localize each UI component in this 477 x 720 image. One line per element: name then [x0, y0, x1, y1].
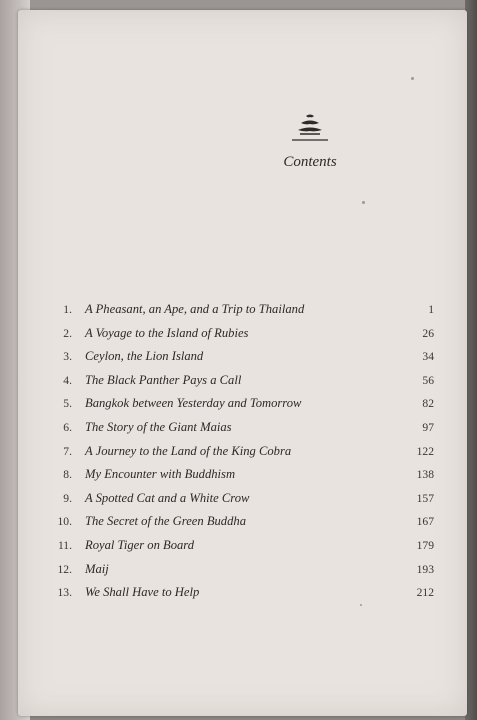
- chapter-number: 9.: [63, 491, 72, 505]
- toc-entry: [48, 392, 448, 416]
- chapter-page-number: 167: [416, 515, 434, 529]
- chapter-number: 12.: [57, 562, 72, 576]
- chapter-number: 5.: [63, 397, 72, 411]
- chapter-number: 6.: [63, 420, 72, 434]
- toc-entry: [48, 581, 448, 605]
- chapter-page-number: 157: [416, 491, 434, 505]
- chapter-title: A Spotted Cat and a White Crow: [85, 490, 250, 505]
- toc-entry: [48, 487, 448, 511]
- toc-entry: [48, 345, 448, 369]
- chapter-title: The Black Panther Pays a Call: [85, 372, 242, 387]
- toc-entry: [48, 558, 448, 582]
- book-page: [18, 10, 467, 716]
- chapter-page-number: 34: [422, 350, 434, 364]
- stacked-boat-ornament-icon: [290, 113, 330, 143]
- chapter-title: My Encounter with Buddhism: [85, 467, 236, 482]
- chapter-title: A Journey to the Land of the King Cobra: [85, 443, 292, 458]
- toc-entry: [48, 322, 448, 346]
- toc-entry: [48, 440, 448, 464]
- chapter-title: Maij: [85, 561, 109, 576]
- chapter-number: 10.: [57, 515, 72, 529]
- chapter-title: The Secret of the Green Buddha: [85, 514, 246, 529]
- paper-speck: [411, 77, 414, 80]
- chapter-number: 3.: [63, 350, 72, 364]
- chapter-number: 8.: [63, 468, 72, 482]
- toc-entry: [48, 369, 448, 393]
- chapter-number: 7.: [63, 444, 72, 458]
- chapter-title: Ceylon, the Lion Island: [85, 349, 204, 364]
- chapter-page-number: 212: [416, 586, 434, 600]
- chapter-title: The Story of the Giant Maias: [85, 419, 232, 434]
- chapter-title: We Shall Have to Help: [85, 585, 200, 600]
- chapter-title: A Voyage to the Island of Rubies: [85, 325, 249, 340]
- chapter-page-number: 122: [416, 444, 434, 458]
- chapter-page-number: 138: [416, 468, 434, 482]
- chapter-page-number: 56: [422, 373, 434, 387]
- page-title: Contents: [283, 154, 337, 170]
- chapter-title: A Pheasant, an Ape, and a Trip to Thailand: [85, 302, 305, 316]
- toc-entry: [48, 463, 448, 487]
- chapter-number: 2.: [63, 326, 72, 340]
- toc-entry: [48, 298, 448, 322]
- chapter-page-number: 179: [416, 538, 434, 552]
- chapter-title: Royal Tiger on Board: [85, 537, 195, 552]
- table-of-contents: [48, 298, 448, 605]
- toc-entry: [48, 416, 448, 440]
- chapter-number: 11.: [57, 538, 72, 552]
- chapter-page-number: 1: [428, 303, 434, 316]
- toc-entry: [48, 534, 448, 558]
- chapter-page-number: 26: [422, 326, 434, 340]
- chapter-number: 4.: [63, 373, 72, 387]
- chapter-number: 1.: [63, 303, 72, 316]
- chapter-page-number: 82: [422, 397, 434, 411]
- chapter-title: Bangkok between Yesterday and Tomorrow: [85, 396, 302, 411]
- paper-speck: [362, 201, 365, 204]
- toc-entry: [48, 510, 448, 534]
- chapter-page-number: 193: [416, 562, 434, 576]
- chapter-page-number: 97: [422, 420, 434, 434]
- chapter-number: 13.: [57, 586, 72, 600]
